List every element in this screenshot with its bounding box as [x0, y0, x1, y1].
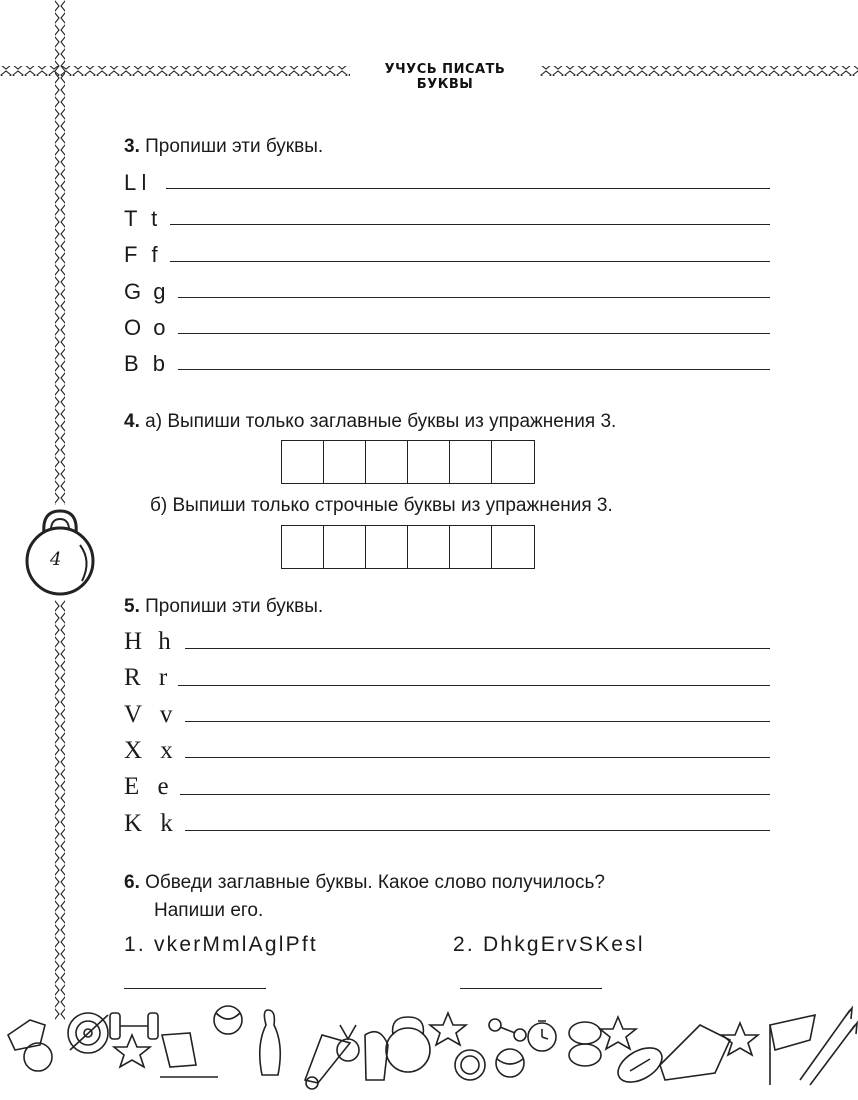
answer-box[interactable]	[366, 441, 408, 483]
task6-instruction-line2: Напиши его.	[154, 900, 264, 921]
letter-pair: B b	[124, 351, 170, 376]
task3-instruction: Пропиши эти буквы.	[145, 136, 324, 157]
task5-row	[124, 660, 167, 690]
writing-line[interactable]	[185, 757, 770, 758]
task6-instruction: Обведи заглавные буквы. Какое слово получилось?	[145, 872, 605, 893]
writing-line[interactable]	[166, 188, 770, 189]
star-icon	[722, 1023, 758, 1055]
task5-row	[124, 769, 169, 799]
answer-box[interactable]	[450, 441, 492, 483]
task3-row	[124, 309, 168, 339]
uppercase-answer-boxes	[281, 440, 535, 484]
task6-item1: 1. vkerMmlAglPft	[124, 933, 318, 956]
section-title: УЧУСЬ ПИСАТЬ БУКВЫ	[384, 62, 506, 92]
dumbbell-icon	[489, 1019, 526, 1041]
tennis-ball-icon	[214, 1006, 242, 1034]
task3-row	[124, 345, 169, 375]
task3-title	[124, 136, 323, 158]
writing-line[interactable]	[178, 333, 770, 334]
task4-part-a: а) Выпиши только заглавные буквы из упражнения 3.	[145, 411, 617, 432]
task3-row	[124, 200, 161, 230]
letter-pair: F f	[124, 242, 162, 267]
task5-instruction: Пропиши эти буквы.	[145, 596, 324, 617]
task5-row	[124, 697, 172, 727]
bowling-pin-icon	[260, 1010, 281, 1075]
task3-number: 3.	[124, 136, 140, 157]
answer-box[interactable]	[492, 526, 534, 568]
task6-item2: 2. DhkgErvSKesl	[453, 933, 645, 956]
whistle-icon	[8, 1020, 52, 1071]
task5-row	[124, 624, 171, 654]
letter-pair: T t	[124, 206, 162, 231]
page-number: 4	[50, 549, 62, 570]
letter-pair: X x	[124, 737, 173, 764]
task4-part-b: б) Выпиши только строчные буквы из упражнения 3.	[150, 495, 613, 516]
star-icon	[114, 1035, 150, 1067]
star-icon	[600, 1017, 636, 1049]
answer-box[interactable]	[492, 441, 534, 483]
writing-line[interactable]	[178, 685, 770, 686]
flag-icon	[770, 1015, 815, 1085]
letter-pair: E e	[124, 773, 169, 800]
task5-title	[124, 596, 323, 618]
letter-pair: L l	[124, 170, 147, 195]
writing-line[interactable]	[170, 261, 770, 262]
letter-pair: G g	[124, 279, 169, 304]
task5-number: 5.	[124, 596, 140, 617]
ball-icon	[496, 1049, 524, 1077]
stopwatch-icon	[528, 1021, 556, 1051]
answer-box[interactable]	[282, 441, 324, 483]
task3-row	[124, 273, 168, 303]
letter-pair: V v	[124, 701, 173, 728]
lowercase-answer-boxes	[281, 525, 535, 569]
task3-row	[124, 236, 162, 266]
skate-icon	[160, 1033, 218, 1077]
sports-doodle-border	[0, 995, 858, 1100]
writing-line[interactable]	[185, 830, 770, 831]
answer-box[interactable]	[324, 441, 366, 483]
task3-row	[124, 164, 146, 194]
writing-line[interactable]	[180, 794, 770, 795]
kettlebell-page-icon	[22, 505, 112, 600]
answer-box[interactable]	[450, 526, 492, 568]
letter-pair: O o	[124, 315, 169, 340]
answer-box[interactable]	[282, 526, 324, 568]
task4-title	[124, 411, 616, 433]
kettlebell-icon	[386, 1017, 430, 1072]
answer-line-1[interactable]	[124, 988, 266, 989]
answer-box[interactable]	[408, 526, 450, 568]
boxing-glove-icon	[365, 1032, 388, 1080]
star-icon	[430, 1013, 466, 1045]
shuttlecock-icon	[305, 1035, 350, 1089]
task5-row	[124, 733, 173, 763]
writing-line[interactable]	[178, 297, 770, 298]
answer-box[interactable]	[366, 526, 408, 568]
dumbbell-icon	[110, 1013, 158, 1039]
answer-box[interactable]	[324, 526, 366, 568]
task6-title	[124, 872, 605, 894]
medal-icon	[455, 1050, 485, 1080]
letter-pair: R r	[124, 664, 168, 691]
target-icon	[68, 1013, 108, 1053]
letter-pair: H h	[124, 628, 171, 655]
task6-number: 6.	[124, 872, 140, 893]
sneaker-icon	[660, 1025, 730, 1080]
answer-line-2[interactable]	[460, 988, 602, 989]
answer-box[interactable]	[408, 441, 450, 483]
writing-line[interactable]	[185, 721, 770, 722]
task4-number: 4.	[124, 411, 140, 432]
goggles-icon	[569, 1022, 601, 1066]
writing-line[interactable]	[185, 648, 770, 649]
arrows-icon	[800, 1008, 857, 1085]
letter-pair: K k	[124, 810, 173, 837]
writing-line[interactable]	[178, 369, 770, 370]
task5-row	[124, 806, 173, 836]
writing-line[interactable]	[170, 224, 770, 225]
